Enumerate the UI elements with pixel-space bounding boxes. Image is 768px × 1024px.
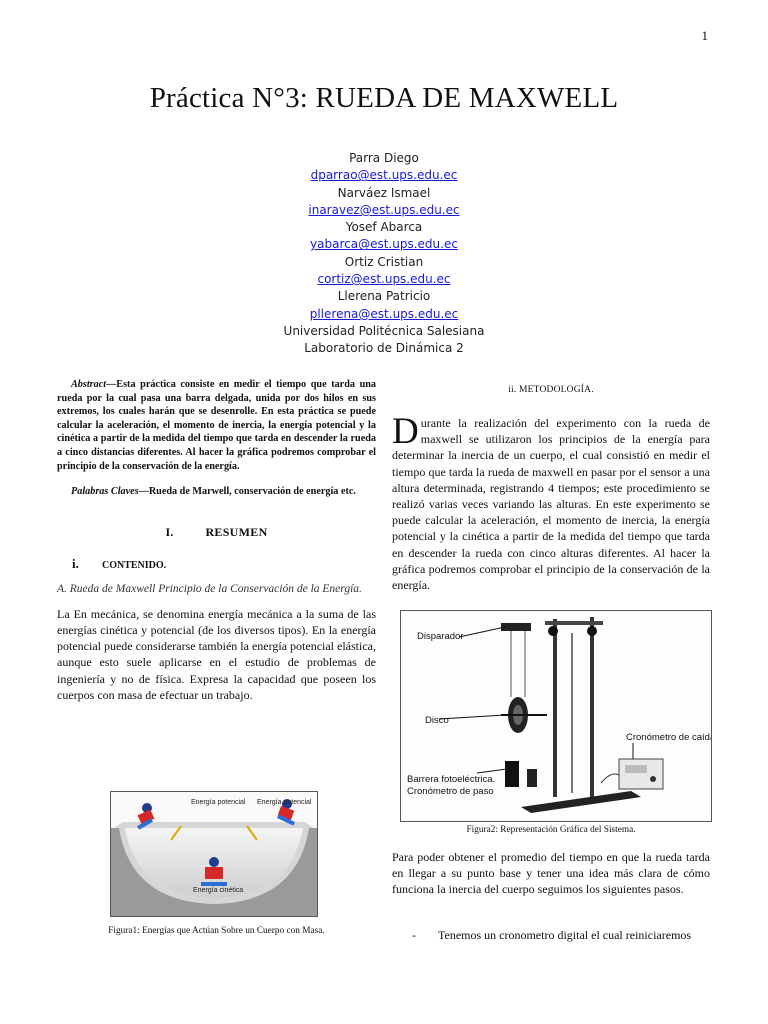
author-name: Narváez Ismael xyxy=(337,185,431,200)
figure1-image xyxy=(110,791,318,917)
paragraph-energia-mecanica: La En mecánica, se denomina energía mecánica a la suma de las energías cinética y potencial (de los diversos tipos). En la energía potencial puede considerarse también la energía potencial elástica, aunque esto suele aplicarse en el estudio de problemas de ingeniería y no de física. Expresa la capacidad que poseen los cuerpos con masa de efectuar un trabajo. xyxy=(57,606,376,702)
keywords-text: Rueda de Marwell, conservación de energía etc. xyxy=(148,486,356,498)
authors-block xyxy=(0,150,768,358)
abstract: Abstract—Esta práctica consiste en medir el tiempo que tarda una rueda por la cual pasa una barra delgada, unida por dos hilos en sus extremos, los cuales harán que se desenrolle. En esta práctica se puede calcular la aceleración, el momento de inercia, la energía potencial y la cinética a partir de la medida del tiempo que tarda en descender la rueda a cinco distancias diferentes. Al hacer la gráfica podremos comprobar el principio de la conservación de la energía. xyxy=(57,379,376,472)
section-heading-metodologia: ii. METODOLOGÍA. xyxy=(508,385,594,395)
affiliation-university: Universidad Politécnica Salesiana xyxy=(283,323,485,338)
subsubsection-heading: A. Rueda de Maxwell Principio de la Conservación de la Energía. xyxy=(57,582,362,595)
affiliation-lab: Laboratorio de Dinámica 2 xyxy=(304,341,464,356)
author-name: Yosef Abarca xyxy=(345,220,423,235)
figure2-label-disco: Disco xyxy=(425,715,449,726)
paragraph-pasos: Para poder obtener el promedio del tiempo en que la rueda tarda en llegar a su punto base y tener una idea más clara de cómo funciona la inercia del cuerpo seguimos los siguientes pasos. xyxy=(392,850,710,897)
figure1-label-bottom: Energía cinética xyxy=(193,887,244,894)
paragraph-metodologia: Durante la realización del experimento con la rueda de maxwell se utilizaron los principios de la energía para determinar la inercia de un cuerpo, el cual consistió en medir el tiempo que tarda la rueda de maxwell en pasar por el sensor a una altura determinada, registrando 4 tiempos; este procedimiento se realizó varias veces variando las alturas. En este experimento se puede calcular la aceleración, el momento de inercia, la energía potencial y la cinética a partir de la medida del tiempo que tarda en descender la rueda con cinco alturas diferentes. Al hacer la gráfica podremos comprobar el principio de la conservación de la energía. xyxy=(392,411,710,593)
list-item xyxy=(412,928,712,943)
bullet-text: Tenemos un cronometro digital el cual reiniciaremos xyxy=(438,928,692,942)
figure2-label-cronometro-caida: Cronómetro de caída xyxy=(626,732,711,743)
author-email-link[interactable]: pllerena@est.ups.edu.ec xyxy=(309,306,459,321)
bullet-marker: - xyxy=(412,928,416,942)
right-column xyxy=(392,378,710,593)
figure2-image xyxy=(400,610,712,822)
keywords-label: Palabras Claves xyxy=(71,486,139,498)
figure2-caption: Figura2: Representación Gráfica del Sistema. xyxy=(466,825,636,835)
author-email-link[interactable]: yabarca@est.ups.edu.ec xyxy=(310,237,458,252)
halfpipe-illustration xyxy=(111,792,317,916)
page-number: 1 xyxy=(701,28,708,43)
dropcap: D xyxy=(392,411,419,452)
figure1-caption: Figura1: Energías que Actúan Sobre un Cuerpo con Masa. xyxy=(108,926,325,936)
page-title: Práctica N°3: RUEDA DE MAXWELL xyxy=(149,82,619,114)
author-name: Parra Diego xyxy=(349,151,419,165)
author-name: Ortiz Cristian xyxy=(344,254,424,269)
figure1-label-left: Energía potencial xyxy=(191,799,246,806)
figure1-label-right: Energía potencial xyxy=(257,799,312,806)
abstract-label: Abstract xyxy=(71,379,107,390)
author-email-link[interactable]: cortiz@est.ups.edu.ec xyxy=(317,272,451,287)
author-email-link[interactable]: inaravez@est.ups.edu.ec xyxy=(308,202,460,217)
maxwell-apparatus-illustration xyxy=(401,611,711,821)
section-heading-resumen: I. RESUMEN xyxy=(165,524,268,539)
figure2-label-cronometro-paso: Cronómetro de paso xyxy=(407,786,494,797)
figure2-label-barrera: Barrera fotoeléctrica. xyxy=(407,774,496,785)
abstract-text: Esta práctica consiste en medir el tiempo que tarda una rueda por la cual pasa una barra delgada, unida por dos hilos en sus extremos, los cuales harán que se desenrolle. En esta práctica se puede calcular la aceleración, el momento de inercia, la energía potencial y la cinética a partir de la medida del tiempo que tarda en descender la rueda a cinco distancias diferentes. Al hacer la gráfica podremos comprobar el principio de la conservación de la energía. xyxy=(57,379,376,472)
author-email-link[interactable]: dparrao@est.ups.edu.ec xyxy=(310,168,458,183)
keywords: Palabras Claves—Rueda de Marwell, conservación de energía etc. xyxy=(71,486,356,498)
figure2-label-disparador: Disparador xyxy=(417,631,464,642)
subsection-heading-contenido: i. CONTENIDO. xyxy=(72,555,167,571)
author-name: Llerena Patricio xyxy=(337,289,431,304)
left-column xyxy=(57,378,376,703)
